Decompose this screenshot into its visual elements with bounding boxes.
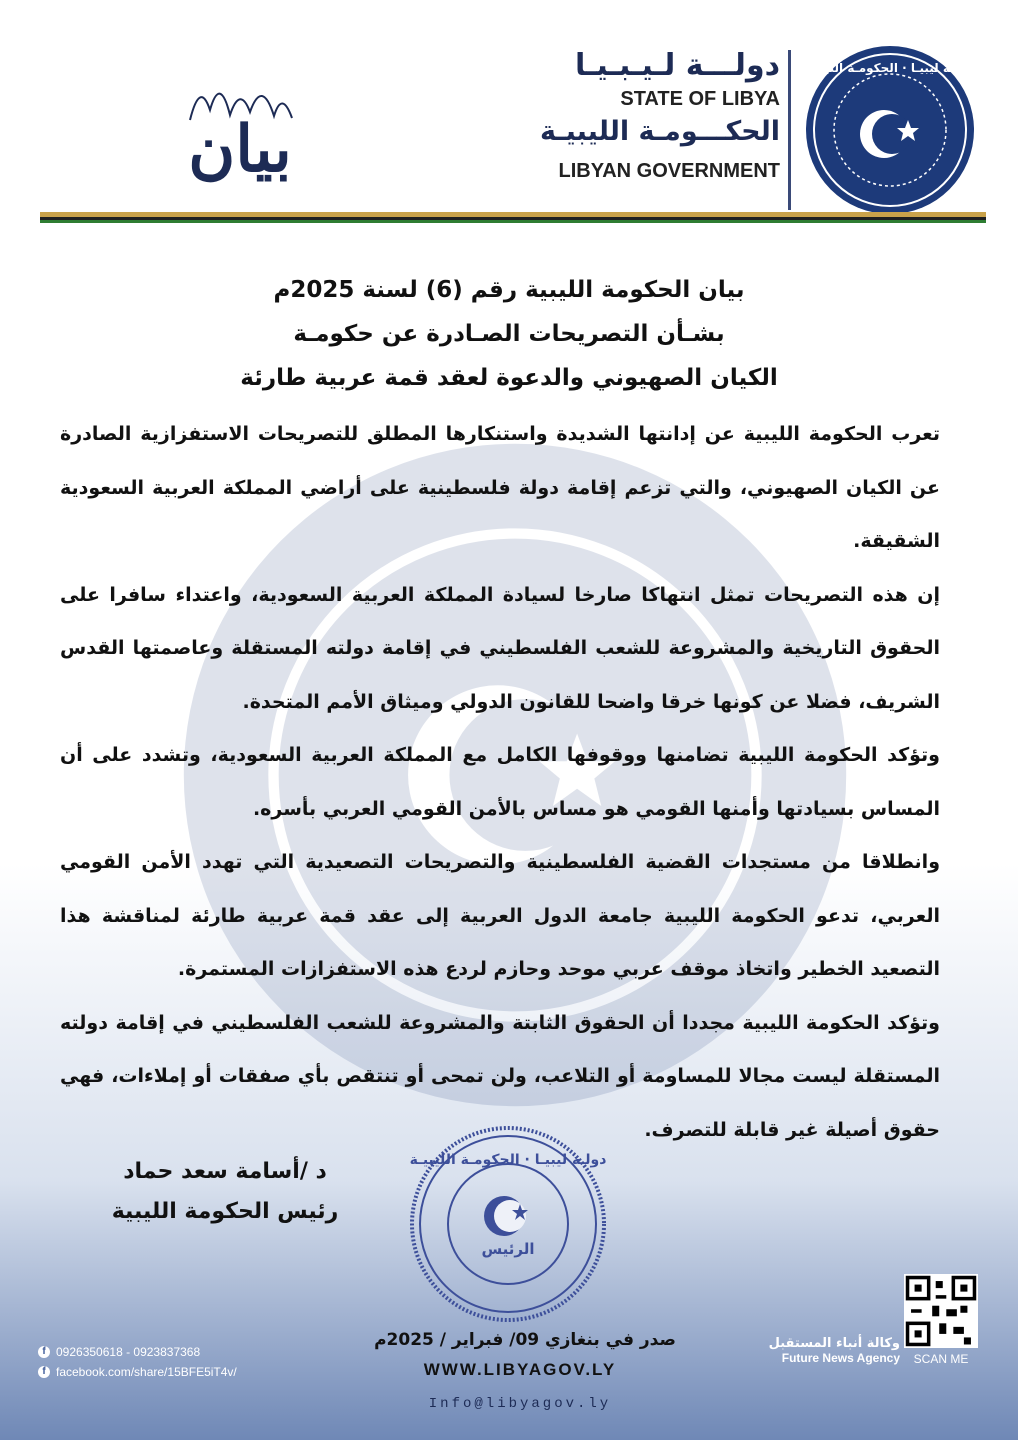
- header-arabic-state: دولـــة لـيـبـيـا: [575, 48, 780, 83]
- statement-word: بيان: [188, 112, 292, 187]
- paragraph-3: وتؤكد الحكومة الليبية تضامنها ووقوفها الكامل مع المملكة العربية السعودية، وتشدد على أن المساس بسيادتها وأمنها القومي هو مساس بالأمن القومي العربي بأسره.: [60, 744, 940, 820]
- website-link[interactable]: WWW.LIBYAGOV.LY: [423, 1360, 617, 1379]
- government-emblem: [804, 44, 976, 216]
- agency-english: Future News Agency: [781, 1351, 900, 1365]
- paragraph-2: إن هذه التصريحات تمثل انتهاكا صارخا لسيادة المملكة العربية السعودية، واعتداء سافرا على الحقوق التاريخية والمشروعة للشعب الفلسطيني في إقامة دولته المستقلة وعاصمتها القدس الشريف، فضلا عن كونها خرقا واضحا للقانون الدولي وميثاق الأمم المتحدة.: [60, 583, 940, 713]
- official-stamp: [408, 1124, 608, 1324]
- stamp-text: دولـة ليبيـا · الحكومـة الليبيـة: [409, 1152, 607, 1168]
- issued-date: صدر في بنغازي 09/ فبراير / 2025م: [374, 1330, 676, 1350]
- header-english-government: LIBYAN GOVERNMENT: [558, 160, 780, 182]
- email-link[interactable]: Info@libyagov.ly: [428, 1396, 612, 1412]
- document-title: [60, 268, 958, 400]
- paragraph-4: وانطلاقا من مستجدات القضية الفلسطينية والتصريحات التصعيدية التي تهدد الأمن القومي العربي، تدعو الحكومة الليبية جامعة الدول العربية إلى عقد قمة عربية طارئة لمناقشة هذا التصعيد الخطير واتخاذ موقف عربي موحد وحازم لردع هذه الاستفزازات المستمرة.: [60, 851, 940, 980]
- agency-arabic: وكالة أنباء المستقبل: [768, 1336, 900, 1351]
- header-arabic-government: الحكـــومـة الليبيـة: [540, 116, 780, 147]
- stamp-center-text: الرئيس: [481, 1240, 535, 1258]
- header-divider: [788, 50, 791, 210]
- title-line-2: بشـأن التصريحات الصـادرة عن حكومـة: [293, 321, 725, 347]
- signatory-role: رئيس الحكومة الليبية: [111, 1199, 339, 1224]
- header-english-state: STATE OF LIBYA: [620, 88, 780, 110]
- title-line-3: الكيان الصهيوني والدعوة لعقد قمة عربية طارئة: [240, 365, 778, 391]
- paragraph-5: وتؤكد الحكومة الليبية مجددا أن الحقوق الثابتة والمشروعة للشعب الفلسطيني في إقامة دولته المستقلة ليست مجالا للمساومة أو التلاعب، ولن تمحى أو تنتقص بأي صفقات أو إملاءات، فهي حقوق أصيلة غير قابلة للتصرف.: [60, 1011, 940, 1141]
- signatory-name: د /أسامة سعد حماد: [123, 1159, 327, 1184]
- facebook-icon: f: [38, 1366, 50, 1378]
- statement-calligraphy: [170, 70, 310, 200]
- facebook-link[interactable]: facebook.com/share/15BFE5iT4v/: [56, 1365, 237, 1379]
- header-rule: [40, 212, 986, 224]
- contact-info: [38, 1342, 237, 1382]
- phone-numbers: 0926350618 - 0923837368: [56, 1345, 201, 1359]
- title-line-1: بيان الحكومة الليبية رقم (6) لسنة 2025م: [273, 277, 745, 303]
- paragraph-1: تعرب الحكومة الليبية عن إدانتها الشديدة واستنكارها المطلق للتصريحات الاستفزازية الصادرة عن الكيان الصهيوني، والتي تزعم إقامة دولة فلسطينية على أراضي المملكة العربية السعودية الشقيقة.: [60, 423, 940, 552]
- signature-block: [80, 1152, 370, 1232]
- phone-icon: f: [38, 1346, 50, 1358]
- statement-body: [60, 408, 940, 1157]
- scan-me-label: SCAN ME: [913, 1352, 969, 1366]
- news-agency: [740, 1336, 900, 1365]
- qr-code[interactable]: [904, 1274, 978, 1348]
- emblem-text: دولــة ليبيـا · الحكومـة الليبيـة: [804, 61, 976, 75]
